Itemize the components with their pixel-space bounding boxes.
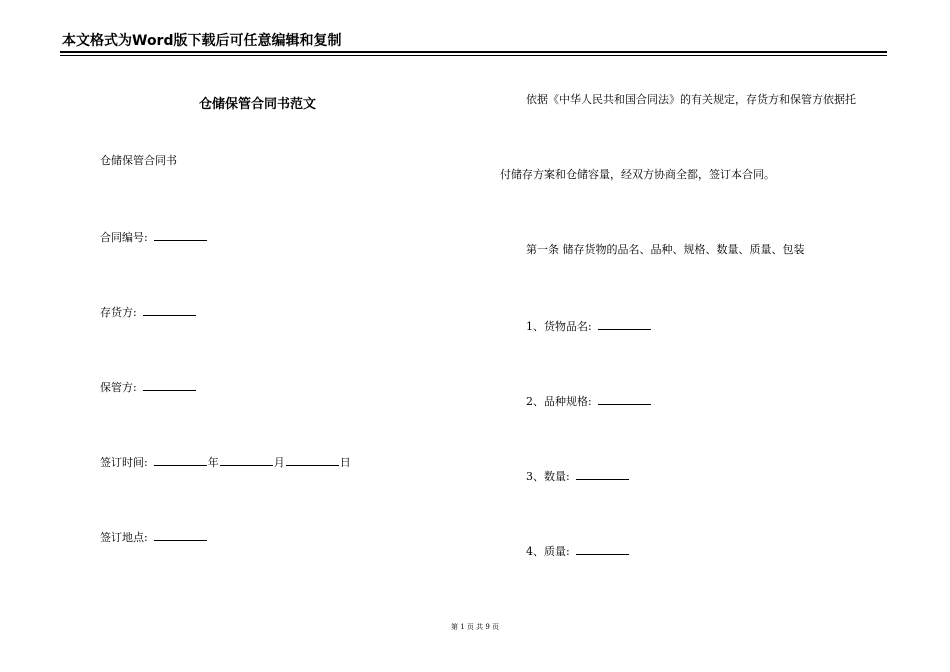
- sign-place-line: [100, 529, 208, 545]
- sign-month-blank: [220, 454, 273, 466]
- item-quality-line: [526, 543, 630, 559]
- sign-year-blank: [154, 454, 207, 466]
- goods-name-blank: [598, 318, 651, 330]
- page-footer: 第 1 页 共 9 页: [450, 623, 500, 631]
- intro-paragraph-line1: 依据《中华人民共和国合同法》的有关规定，存货方和保管方依据托: [526, 93, 856, 106]
- contract-number-line: [100, 229, 208, 245]
- item-specification-label: 2、品种规格:: [526, 395, 592, 408]
- header-rule: [60, 51, 887, 53]
- item-quantity-line: [526, 468, 630, 484]
- keeper-label: 保管方:: [100, 381, 137, 394]
- item-quantity-label: 3、数量:: [526, 470, 570, 483]
- keeper-blank: [143, 379, 196, 391]
- depositor-label: 存货方:: [100, 306, 137, 319]
- item-goods-name-label: 1、货物品名:: [526, 320, 592, 333]
- quantity-blank: [576, 468, 629, 480]
- header-title: 本文格式为Word版下载后可任意编辑和复制: [62, 33, 342, 49]
- sign-place-blank: [154, 529, 207, 541]
- intro-paragraph-line2: 付储存方案和仓储容量，经双方协商全都，签订本合同。: [500, 168, 775, 181]
- quality-blank: [576, 543, 629, 555]
- depositor-blank: [143, 304, 196, 316]
- article-1-heading: 第一条 储存货物的品名、品种、规格、数量、质量、包装: [526, 243, 805, 256]
- item-goods-name-line: [526, 318, 652, 334]
- specification-blank: [598, 393, 651, 405]
- item-specification-line: [526, 393, 652, 409]
- sign-time-line: [100, 454, 351, 470]
- contract-number-blank: [154, 229, 207, 241]
- keeper-line: [100, 379, 197, 395]
- sign-day-blank: [286, 454, 339, 466]
- sign-time-label: 签订时间:: [100, 456, 148, 469]
- day-label: 日: [339, 456, 351, 469]
- header-rule-secondary: [60, 55, 887, 56]
- item-quality-label: 4、质量:: [526, 545, 570, 558]
- year-label: 年: [207, 456, 219, 469]
- month-label: 月: [273, 456, 285, 469]
- contract-heading: 仓储保管合同书: [100, 154, 177, 167]
- sign-place-label: 签订地点:: [100, 531, 148, 544]
- depositor-line: [100, 304, 197, 320]
- contract-number-label: 合同编号:: [100, 231, 148, 244]
- document-title: 仓储保管合同书范文: [199, 97, 317, 112]
